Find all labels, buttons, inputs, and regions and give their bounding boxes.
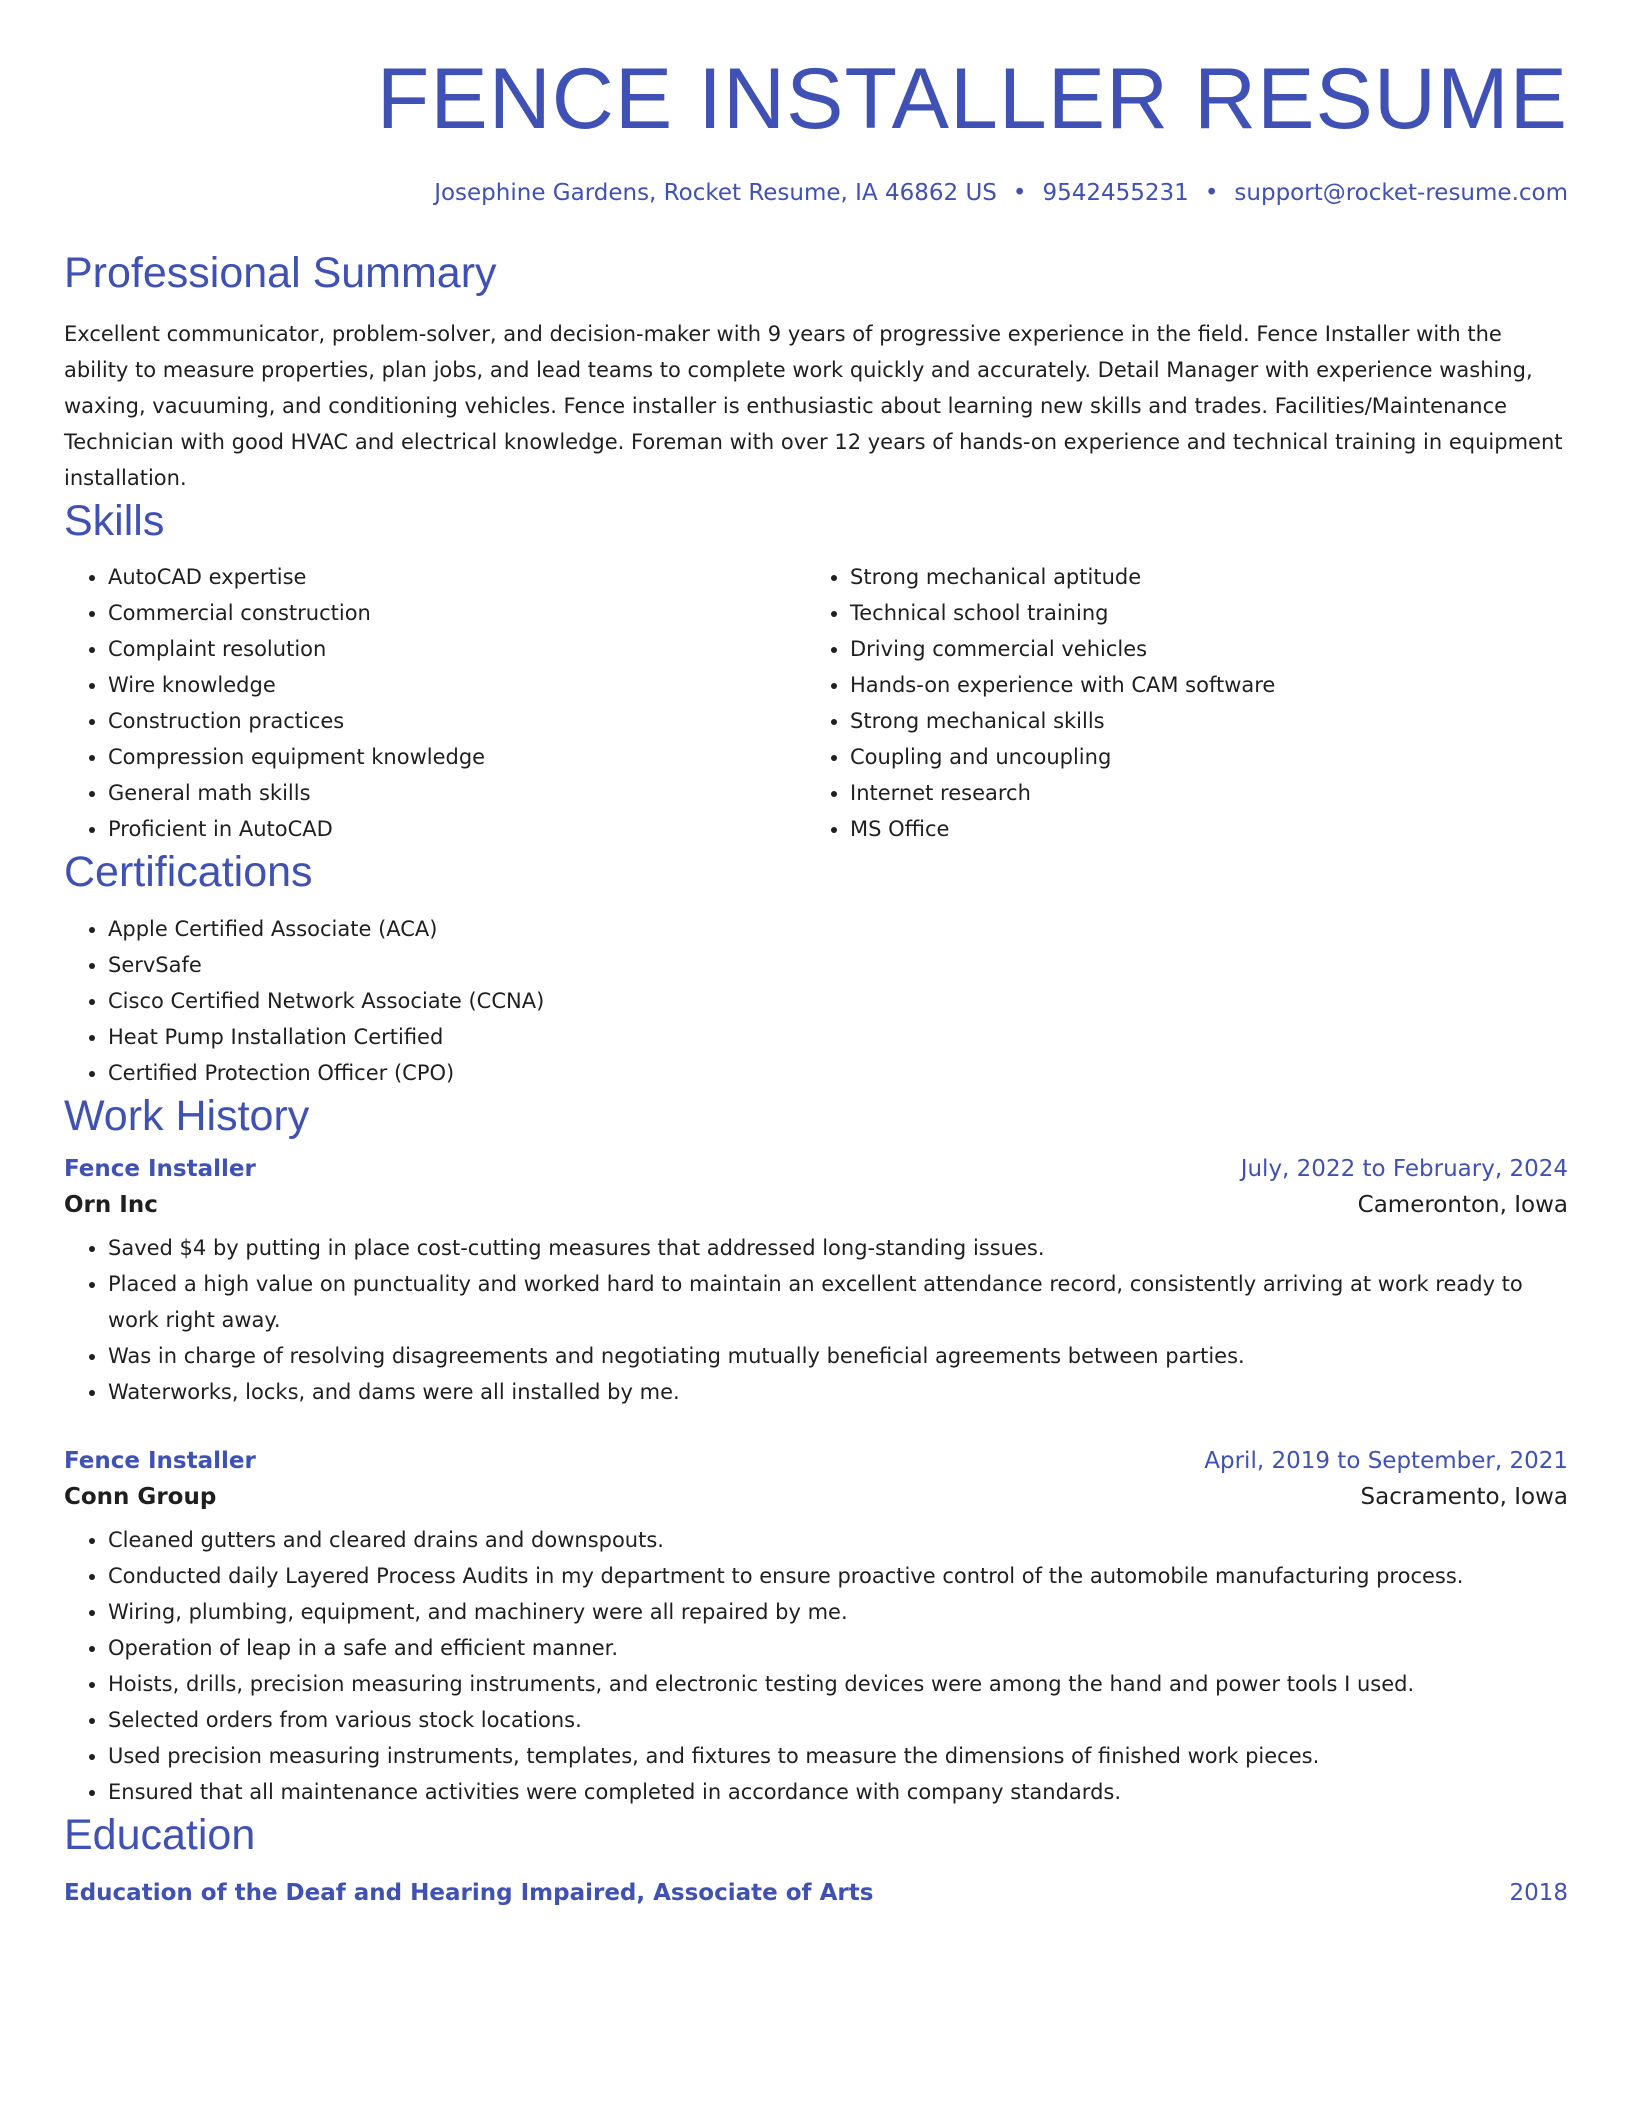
skill-item: • Strong mechanical skills (850, 703, 1548, 739)
job-duty: • Waterworks, locks, and dams were all installed by me. (108, 1374, 1568, 1410)
job-location: Cameronton, Iowa (1357, 1192, 1568, 1219)
job-entry (64, 1448, 1568, 1810)
job-duty: • Used precision measuring instruments, templates, and fixtures to measure the dimensions of finished work pieces. (108, 1738, 1568, 1774)
certification-item: • Heat Pump Installation Certified (108, 1019, 1568, 1055)
contact-phone: 9542455231 (1042, 180, 1189, 206)
job-duty: • Placed a high value on punctuality and worked hard to maintain an excellent attendance record, consistently arriving at work ready to work right away. (108, 1266, 1568, 1338)
job-duty: • Hoists, drills, precision measuring instruments, and electronic testing devices were among the hand and power tools I used. (108, 1666, 1568, 1702)
job-location: Sacramento, Iowa (1360, 1484, 1568, 1511)
job-duty: • Cleaned gutters and cleared drains and downspouts. (108, 1522, 1568, 1558)
education-year: 2018 (1509, 1879, 1568, 1906)
work-history-heading: Work History (64, 1091, 310, 1140)
skill-item: • MS Office (850, 811, 1548, 847)
summary-text: Excellent communicator, problem-solver, and decision-maker with 9 years of progressive experience in the field. Fence Installer with the ability to measure properties, plan jobs, and lead teams to complete work quickly and accurately. Detail Manager with experience washing, waxing, vacuuming, and conditioning vehicles. Fence installer is enthusiastic about learning new skills and trades. Facilities/Maintenance Technician with good HVAC and electrical knowledge. Foreman with over 12 years of hands-on experience and technical training in equipment installation. (64, 321, 1563, 490)
skill-item: • General math skills (108, 775, 806, 811)
job-title: Fence Installer (64, 1156, 256, 1183)
certifications-heading: Certifications (64, 848, 313, 897)
skills-column-right (806, 559, 1548, 847)
education-degree: Education of the Deaf and Hearing Impaired, Associate of Arts (64, 1879, 874, 1906)
education-entry (64, 1880, 1568, 1906)
skill-item: • Compression equipment knowledge (108, 739, 806, 775)
skill-item: • Complaint resolution (108, 631, 806, 667)
skill-item: • AutoCAD expertise (108, 559, 806, 595)
job-duty: • Selected orders from various stock locations. (108, 1702, 1568, 1738)
skills-heading: Skills (64, 496, 165, 545)
job-duty: • Operation of leap in a safe and efficient manner. (108, 1630, 1568, 1666)
job-duty: • Conducted daily Layered Process Audits in my department to ensure proactive control of the automobile manufacturing process. (108, 1558, 1568, 1594)
summary-heading: Professional Summary (64, 249, 497, 297)
certification-item: • Cisco Certified Network Associate (CCNA) (108, 983, 1568, 1019)
job-duty: • Saved $4 by putting in place cost-cutting measures that addressed long-standing issues. (108, 1230, 1568, 1266)
contact-line (64, 180, 1568, 206)
contact-separator: • (1012, 180, 1027, 206)
certification-item: • Apple Certified Associate (ACA) (108, 911, 1568, 947)
skills-list (64, 559, 1568, 847)
resume-page (64, 0, 1568, 1906)
job-company: Conn Group (64, 1484, 217, 1511)
skill-item: • Commercial construction (108, 595, 806, 631)
skills-column-left (64, 559, 806, 847)
skill-item: • Technical school training (850, 595, 1548, 631)
resume-title: FENCE INSTALLER RESUME (376, 51, 1568, 147)
skill-item: • Strong mechanical aptitude (850, 559, 1548, 595)
job-title: Fence Installer (64, 1448, 256, 1475)
certifications-list (64, 911, 1568, 1091)
job-dates: July, 2022 to February, 2024 (1240, 1156, 1568, 1183)
skill-item: • Coupling and uncoupling (850, 739, 1548, 775)
contact-separator: • (1204, 180, 1219, 206)
job-company: Orn Inc (64, 1192, 158, 1219)
certification-item: • Certified Protection Officer (CPO) (108, 1055, 1568, 1091)
skill-item: • Driving commercial vehicles (850, 631, 1548, 667)
skill-item: • Proficient in AutoCAD (108, 811, 806, 847)
job-duty: • Ensured that all maintenance activities were completed in accordance with company standards. (108, 1774, 1568, 1810)
contact-address: Josephine Gardens, Rocket Resume, IA 46862 US (434, 180, 997, 206)
skill-item: • Internet research (850, 775, 1548, 811)
job-duties (64, 1230, 1568, 1410)
job-duty: • Wiring, plumbing, equipment, and machinery were all repaired by me. (108, 1594, 1568, 1630)
contact-email[interactable]: support@rocket-resume.com (1234, 180, 1568, 206)
education-heading: Education (64, 1811, 256, 1860)
skill-item: • Wire knowledge (108, 667, 806, 703)
skill-item: • Construction practices (108, 703, 806, 739)
job-dates: April, 2019 to September, 2021 (1204, 1448, 1568, 1475)
certification-item: • ServSafe (108, 947, 1568, 983)
job-entry (64, 1156, 1568, 1410)
job-duties (64, 1522, 1568, 1810)
skill-item: • Hands-on experience with CAM software (850, 667, 1548, 703)
job-duty: • Was in charge of resolving disagreements and negotiating mutually beneficial agreements between parties. (108, 1338, 1568, 1374)
